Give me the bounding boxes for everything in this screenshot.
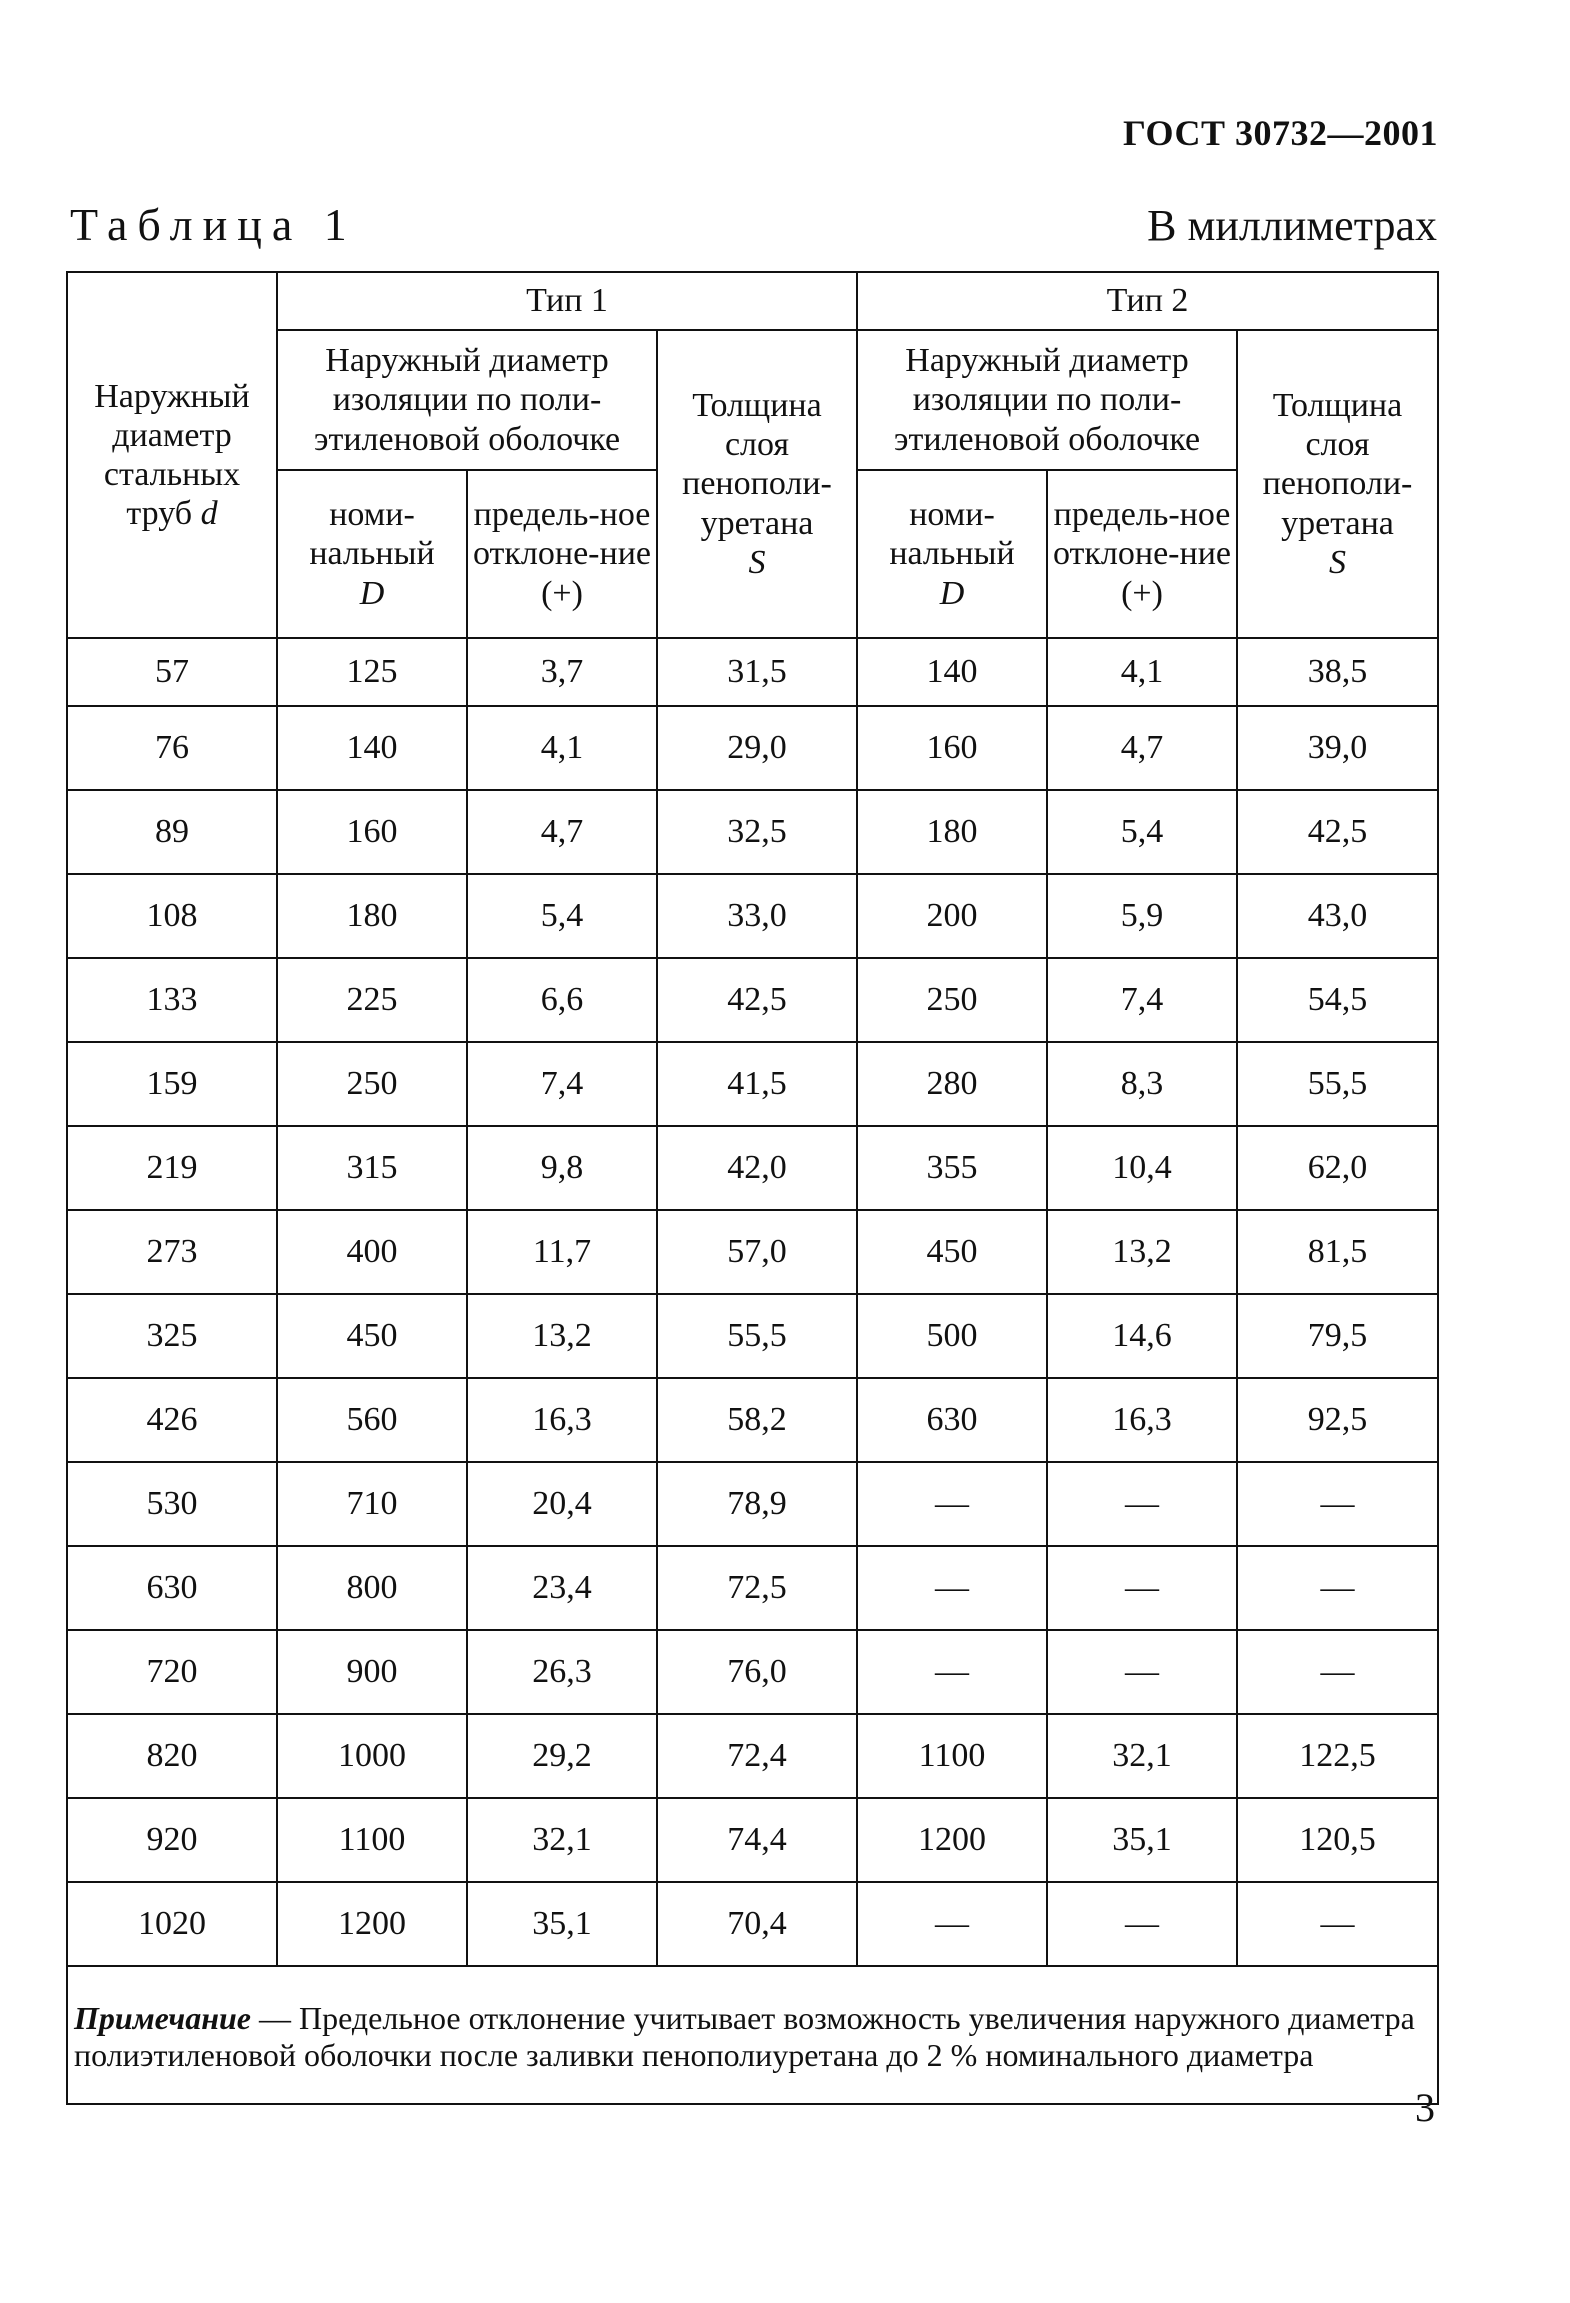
table-cell: 160: [857, 706, 1047, 790]
table-cell: 630: [67, 1546, 277, 1630]
table-cell: 200: [857, 874, 1047, 958]
header-thickness-type-2: Толщина слоя пенополи-уретана S: [1237, 330, 1438, 638]
table-cell: 76: [67, 706, 277, 790]
table-row: [67, 1294, 1438, 1378]
table-cell: —: [1047, 1462, 1237, 1546]
table-cell: 74,4: [657, 1798, 857, 1882]
header-steel-diameter: Наружный диаметр стальных труб d: [67, 272, 277, 638]
table-row: [67, 958, 1438, 1042]
table-cell: 9,8: [467, 1126, 657, 1210]
table-cell: 125: [277, 638, 467, 706]
table-cell: 32,5: [657, 790, 857, 874]
table-cell: 42,0: [657, 1126, 857, 1210]
table-row: [67, 1462, 1438, 1546]
table-cell: —: [1237, 1630, 1438, 1714]
table-row: [67, 1210, 1438, 1294]
table-row: [67, 874, 1438, 958]
table-cell: 35,1: [467, 1882, 657, 1966]
table-cell: 62,0: [1237, 1126, 1438, 1210]
table-cell: 26,3: [467, 1630, 657, 1714]
table-cell: 1100: [277, 1798, 467, 1882]
table-cell: 140: [277, 706, 467, 790]
table-cell: 5,9: [1047, 874, 1237, 958]
table-cell: 400: [277, 1210, 467, 1294]
table-cell: 55,5: [1237, 1042, 1438, 1126]
header-thickness-type-1: Толщина слоя пенополи-уретана S: [657, 330, 857, 638]
table-cell: 450: [857, 1210, 1047, 1294]
table-note: [67, 1966, 1438, 2104]
table-cell: 5,4: [1047, 790, 1237, 874]
table-row: [67, 1378, 1438, 1462]
table-cell: 41,5: [657, 1042, 857, 1126]
table-cell: 10,4: [1047, 1126, 1237, 1210]
standard-code: ГОСТ 30732—2001: [1123, 113, 1438, 153]
page-number: 3: [1415, 2085, 1435, 2130]
header-nominal-type-2: номи-нальный D: [857, 470, 1047, 638]
table-cell: —: [1237, 1546, 1438, 1630]
table-cell: 20,4: [467, 1462, 657, 1546]
header-type-1: Тип 1: [277, 272, 857, 330]
table-cell: 32,1: [467, 1798, 657, 1882]
table-cell: 180: [857, 790, 1047, 874]
header-deviation-type-2: предель-ное отклоне-ние (+): [1047, 470, 1237, 638]
units-label: В миллиметрах: [1147, 201, 1437, 250]
table-cell: 92,5: [1237, 1378, 1438, 1462]
table-cell: 54,5: [1237, 958, 1438, 1042]
table-cell: 920: [67, 1798, 277, 1882]
table-cell: 57: [67, 638, 277, 706]
table-cell: 140: [857, 638, 1047, 706]
table-cell: 16,3: [467, 1378, 657, 1462]
table-cell: —: [857, 1630, 1047, 1714]
table-cell: 1100: [857, 1714, 1047, 1798]
header-outer-diameter-type-1: Наружный диаметр изоляции по поли-этиленовой оболочке: [277, 330, 657, 470]
table-cell: 820: [67, 1714, 277, 1798]
table-cell: 39,0: [1237, 706, 1438, 790]
table-cell: 120,5: [1237, 1798, 1438, 1882]
table-cell: 500: [857, 1294, 1047, 1378]
table-cell: 42,5: [657, 958, 857, 1042]
table-cell: 273: [67, 1210, 277, 1294]
table-cell: 11,7: [467, 1210, 657, 1294]
table-cell: 7,4: [1047, 958, 1237, 1042]
table-row: [67, 1630, 1438, 1714]
table-cell: 8,3: [1047, 1042, 1237, 1126]
note-text: — Предельное отклонение учитывает возможность увеличения наружного диаметра полиэтиленовой оболочки после заливки пенополиуретана до 2 % номинального диаметра: [74, 2000, 1415, 2073]
table-row: [67, 790, 1438, 874]
header-outer-diameter-type-2: Наружный диаметр изоляции по поли-этиленовой оболочке: [857, 330, 1237, 470]
table-cell: 560: [277, 1378, 467, 1462]
table-cell: —: [1047, 1882, 1237, 1966]
table-cell: —: [1237, 1462, 1438, 1546]
note-label: Примечание: [74, 2000, 251, 2037]
table-cell: 29,2: [467, 1714, 657, 1798]
header-nominal-type-1: номи-нальный D: [277, 470, 467, 638]
table-cell: 630: [857, 1378, 1047, 1462]
table-cell: 1200: [277, 1882, 467, 1966]
table-cell: 250: [277, 1042, 467, 1126]
table-cell: 78,9: [657, 1462, 857, 1546]
table-cell: 710: [277, 1462, 467, 1546]
table-cell: 160: [277, 790, 467, 874]
table-cell: 6,6: [467, 958, 657, 1042]
table-cell: 426: [67, 1378, 277, 1462]
table-cell: 38,5: [1237, 638, 1438, 706]
table-cell: 5,4: [467, 874, 657, 958]
table-cell: —: [1047, 1546, 1237, 1630]
table-cell: 280: [857, 1042, 1047, 1126]
table-cell: 1200: [857, 1798, 1047, 1882]
table-cell: 250: [857, 958, 1047, 1042]
table-row: [67, 1546, 1438, 1630]
table-cell: 159: [67, 1042, 277, 1126]
table-cell: 29,0: [657, 706, 857, 790]
table-cell: 355: [857, 1126, 1047, 1210]
table-cell: —: [1237, 1882, 1438, 1966]
table-cell: —: [1047, 1630, 1237, 1714]
table-cell: 108: [67, 874, 277, 958]
table-cell: 23,4: [467, 1546, 657, 1630]
table-cell: 16,3: [1047, 1378, 1237, 1462]
table-row: [67, 1126, 1438, 1210]
table-cell: 1020: [67, 1882, 277, 1966]
table-cell: 72,4: [657, 1714, 857, 1798]
table-cell: 57,0: [657, 1210, 857, 1294]
table-cell: 122,5: [1237, 1714, 1438, 1798]
table-cell: 3,7: [467, 638, 657, 706]
table-cell: 720: [67, 1630, 277, 1714]
table-cell: 450: [277, 1294, 467, 1378]
table-cell: 72,5: [657, 1546, 857, 1630]
table-cell: 13,2: [467, 1294, 657, 1378]
table-row: [67, 1042, 1438, 1126]
table-cell: 81,5: [1237, 1210, 1438, 1294]
table-caption: Таблица 1: [70, 199, 357, 250]
table-cell: 7,4: [467, 1042, 657, 1126]
table-cell: 14,6: [1047, 1294, 1237, 1378]
table-cell: 89: [67, 790, 277, 874]
table-cell: 42,5: [1237, 790, 1438, 874]
table-cell: 70,4: [657, 1882, 857, 1966]
table-cell: 4,1: [467, 706, 657, 790]
table-cell: 58,2: [657, 1378, 857, 1462]
table-cell: 315: [277, 1126, 467, 1210]
table-cell: —: [857, 1546, 1047, 1630]
table-cell: 55,5: [657, 1294, 857, 1378]
table-cell: 79,5: [1237, 1294, 1438, 1378]
table-cell: 13,2: [1047, 1210, 1237, 1294]
table-cell: 900: [277, 1630, 467, 1714]
table-cell: 1000: [277, 1714, 467, 1798]
table-cell: 4,7: [1047, 706, 1237, 790]
table-cell: 325: [67, 1294, 277, 1378]
header-type-2: Тип 2: [857, 272, 1438, 330]
table-cell: 530: [67, 1462, 277, 1546]
dimensions-table: [66, 271, 1439, 2105]
table-row: [67, 638, 1438, 706]
table-row: [67, 706, 1438, 790]
table-cell: 4,7: [467, 790, 657, 874]
table-cell: 76,0: [657, 1630, 857, 1714]
table-cell: 800: [277, 1546, 467, 1630]
table-cell: 35,1: [1047, 1798, 1237, 1882]
header-deviation-type-1: предель-ное отклоне-ние (+): [467, 470, 657, 638]
table-body: [67, 638, 1438, 1966]
table-cell: 4,1: [1047, 638, 1237, 706]
table-row: [67, 1798, 1438, 1882]
table-cell: 32,1: [1047, 1714, 1237, 1798]
table-cell: 33,0: [657, 874, 857, 958]
table-cell: 133: [67, 958, 277, 1042]
table-cell: —: [857, 1882, 1047, 1966]
table-cell: 43,0: [1237, 874, 1438, 958]
table-cell: 31,5: [657, 638, 857, 706]
table-cell: 225: [277, 958, 467, 1042]
table-row: [67, 1714, 1438, 1798]
table-row: [67, 1882, 1438, 1966]
table-cell: —: [857, 1462, 1047, 1546]
table-cell: 219: [67, 1126, 277, 1210]
table-cell: 180: [277, 874, 467, 958]
